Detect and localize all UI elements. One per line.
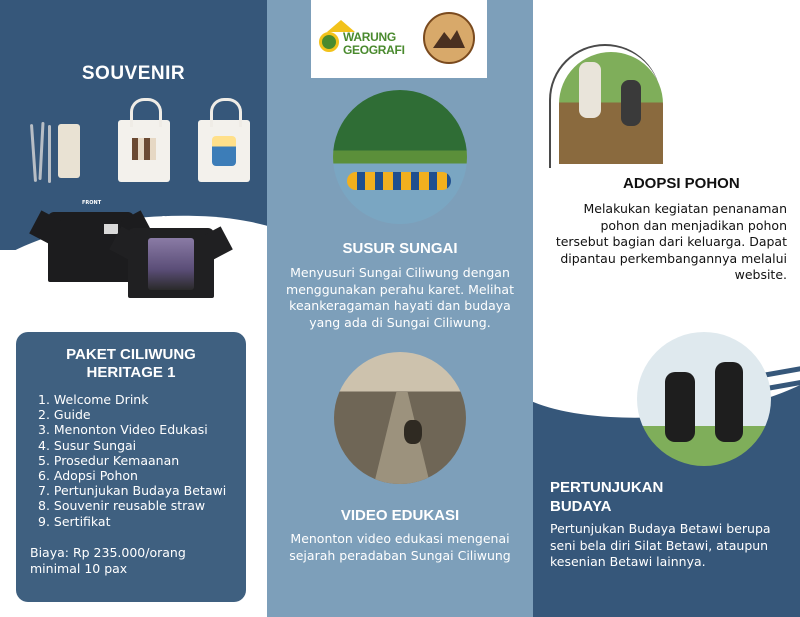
river-rafting-photo [333, 90, 467, 224]
susur-sungai-title: SUSUR SUNGAI [342, 240, 458, 257]
souvenir-title: SOUVENIR [81, 63, 186, 84]
package-price: Biaya: Rp 235.000/orang minimal 10 pax [30, 544, 186, 576]
right-panel [533, 0, 800, 617]
partner-seal-logo [423, 12, 475, 64]
warung-geografi-logo: WARUNG GEOGRAFI [319, 20, 415, 60]
tree-planting-photo [559, 52, 663, 164]
front-tag: FRONT [82, 200, 102, 206]
package-card [16, 332, 246, 602]
package-title: PAKET CILIWUNG HERITAGE 1 [66, 346, 196, 381]
video-edukasi-text: Menonton video edukasi mengenai sejarah peradaban Sungai Ciliwung [289, 531, 511, 563]
logo-box [311, 0, 487, 78]
tote-bag-image [198, 120, 250, 182]
list-item: 7. Pertunjukan Budaya Betawi [38, 483, 227, 499]
list-item: 5. Prosedur Kemaanan [38, 452, 180, 468]
silat-performance-photo [637, 332, 771, 466]
straw-set-image [30, 122, 95, 182]
tote-bag-image [118, 120, 170, 182]
list-item: 9. Sertifikat [38, 513, 111, 529]
list-item: 4. Susur Sungai [38, 437, 137, 453]
pertunjukan-budaya-title: PERTUNJUKAN BUDAYA [550, 479, 664, 515]
pertunjukan-budaya-text: Pertunjukan Budaya Betawi berupa seni bela diri Silat Betawi, ataupun kesenian Betawi lainnya. [550, 521, 771, 569]
tshirt-back-image [128, 216, 214, 298]
back-tag: BACK [162, 216, 178, 222]
list-item: 8. Souvenir reusable straw [38, 498, 206, 514]
adopsi-pohon-title: ADOPSI POHON [623, 175, 740, 192]
susur-sungai-text: Menyusuri Sungai Ciliwung dengan menggunakan perahu karet. Melihat keankeragaman hayati dan budaya yang ada di Sungai Ciliwung. [286, 265, 514, 330]
list-item: 6. Adopsi Pohon [38, 468, 138, 484]
list-item: 2. Guide [38, 407, 91, 423]
video-edukasi-title: VIDEO EDUKASI [340, 507, 460, 524]
middle-panel [267, 0, 533, 617]
package-item-list [38, 392, 232, 529]
list-item: 3. Menonton Video Edukasi [38, 422, 208, 438]
canal-boat-photo [334, 352, 466, 484]
left-panel [0, 0, 267, 617]
list-item: 1. Welcome Drink [38, 392, 149, 407]
adopsi-pohon-text: Melakukan kegiatan penanaman pohon dan menjadikan pohon tersebut bagian dari keluarga. Dapat dipantau perkembangannya melalui website. [555, 201, 787, 282]
